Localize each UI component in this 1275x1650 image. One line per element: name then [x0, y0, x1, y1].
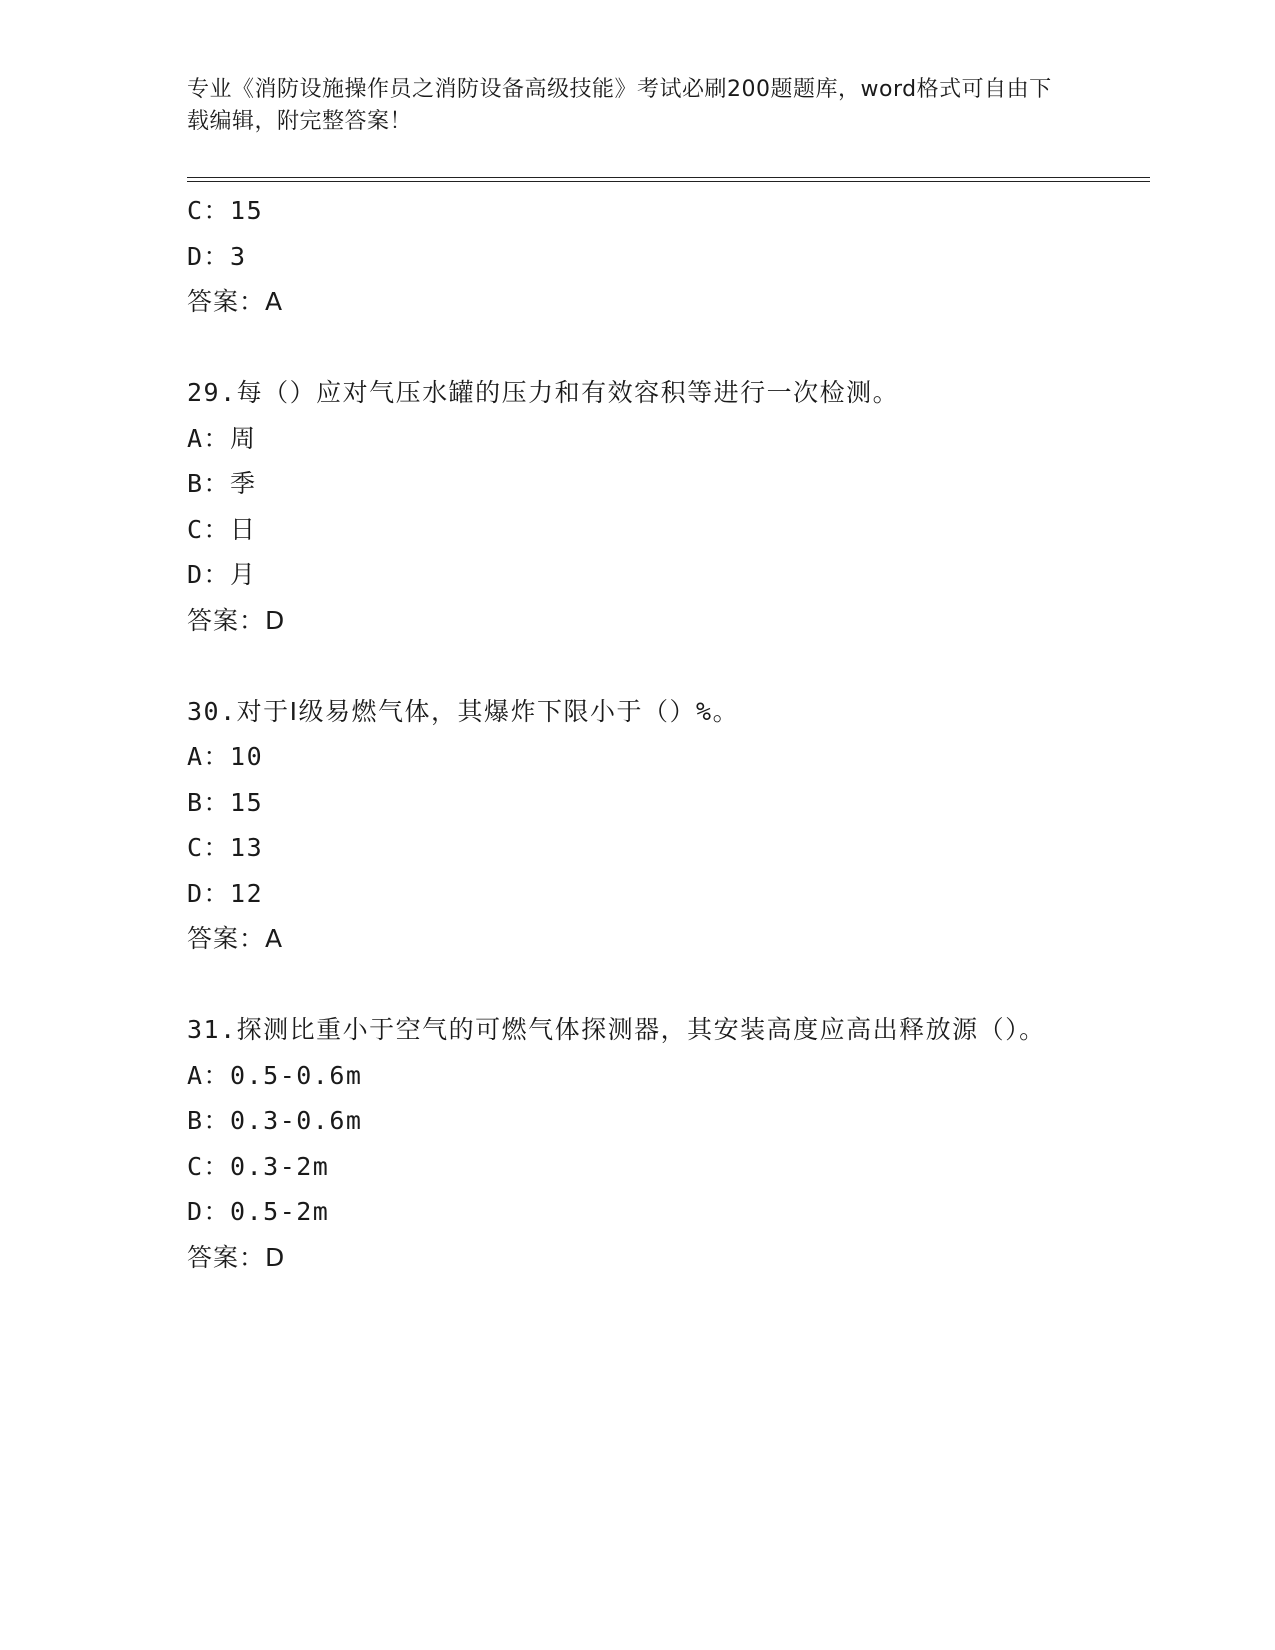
- header-divider-secondary: [187, 181, 1150, 182]
- question-text: 29.每（）应对气压水罐的压力和有效容积等进行一次检测。: [187, 378, 900, 407]
- answer-label: 答案：D: [187, 1242, 286, 1272]
- option-c: C：0.3-2m: [187, 1151, 330, 1181]
- option-a: A：10: [187, 742, 264, 771]
- option-c: C：日: [187, 514, 257, 544]
- option-d: D：3: [187, 241, 247, 271]
- question-text: 30.对于Ⅰ级易燃气体，其爆炸下限小于（）%。: [187, 696, 740, 726]
- option-a: A：0.5-0.6m: [187, 1060, 363, 1090]
- question-block-31: [187, 1007, 1067, 1280]
- option-c: C：15: [187, 196, 264, 225]
- option-d: D：0.5-2m: [187, 1197, 330, 1226]
- question-content: [187, 188, 1067, 1280]
- spacer: [187, 962, 1067, 1008]
- option-b: B：季: [187, 469, 257, 498]
- question-block-continued: [187, 188, 1067, 325]
- answer-label: 答案：A: [187, 924, 284, 953]
- spacer: [187, 325, 1067, 371]
- question-text: 31.探测比重小于空气的可燃气体探测器，其安装高度应高出释放源（）。: [187, 1015, 1046, 1044]
- answer-label: 答案：D: [187, 605, 286, 635]
- page-header: 专业《消防设施操作员之消防设备高级技能》考试必刷200题题库，word格式可自由下载编辑，附完整答案！: [187, 77, 1052, 134]
- option-d: D：月: [187, 560, 257, 589]
- option-b: B：15: [187, 787, 264, 817]
- option-c: C：13: [187, 833, 264, 862]
- question-block-29: [187, 370, 1067, 643]
- option-a: A：周: [187, 423, 257, 453]
- spacer: [187, 643, 1067, 689]
- option-b: B：0.3-0.6m: [187, 1106, 363, 1135]
- header-divider: [187, 177, 1150, 178]
- question-block-30: [187, 689, 1067, 962]
- option-d: D：12: [187, 878, 264, 908]
- answer-label: 答案：A: [187, 287, 284, 316]
